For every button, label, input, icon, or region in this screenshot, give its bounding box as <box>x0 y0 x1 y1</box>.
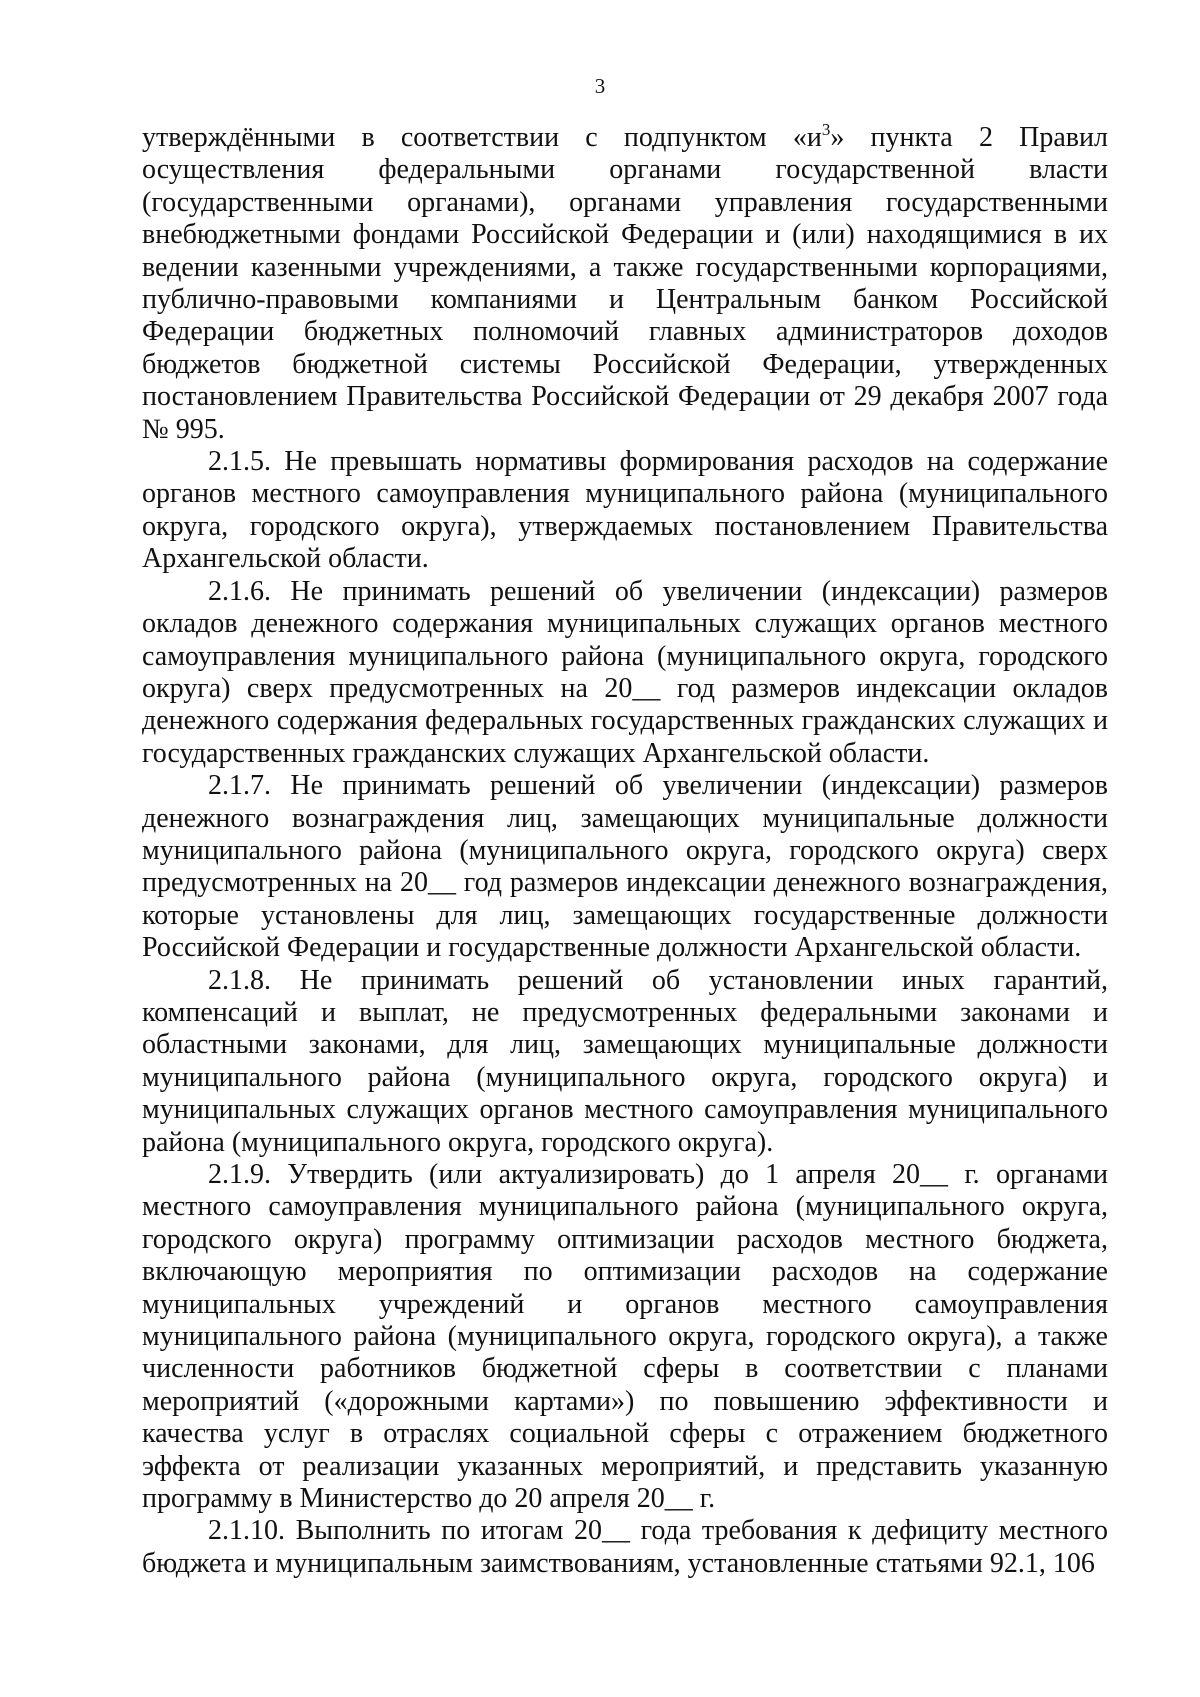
paragraph-text: » пункта 2 Правил осуществления федеральными органами государственной власти (государственными органами), органами управления государственными внебюджетными фондами Российской Федерации и (или) находящимися в их ведении казенными учреждениями, а также государственными корпорациями, публично-правовыми компаниями и Центральным банком Российской Федерации бюджетных полномочий главных администраторов доходов бюджетов бюджетной системы Российской Федерации, утвержденных постановлением Правительства Российской Федерации от 29 декабря 2007 года № 995. <box>142 122 1108 445</box>
paragraph-2-1-9: 2.1.9. Утвердить (или актуализировать) до 1 апреля 20__ г. органами местного самоуправления муниципального района (муниципального округа, городского округа) программу оптимизации расходов местного бюджета, включающую мероприятия по оптимизации расходов на содержание муниципальных учреждений и органов местного самоуправления муниципального района (муниципального округа, городского округа), а также численности работников бюджетной сферы в соответствии с планами мероприятий («дорожными картами») по повышению эффективности и качества услуг в отраслях социальной сферы с отражением бюджетного эффекта от реализации указанных мероприятий, и представить указанную программу в Министерство до 20 апреля 20__ г. <box>142 1159 1108 1515</box>
paragraph-2-1-10: 2.1.10. Выполнить по итогам 20__ года требования к дефициту местного бюджета и муниципальным заимствованиям, установленные статьями 92.1, 106 <box>142 1515 1108 1579</box>
paragraph-2-1-7: 2.1.7. Не принимать решений об увеличении (индексации) размеров денежного вознаграждения лиц, замещающих муниципальные должности муниципального района (муниципального округа, городского округа) сверх предусмотренных на 20__ год размеров индексации денежного вознаграждения, которые установлены для лиц, замещающих государственные должности Российской Федерации и государственные должности Архангельской области. <box>142 770 1108 964</box>
document-body <box>142 122 1108 1580</box>
superscript: 3 <box>821 120 831 139</box>
paragraph-text: утверждёнными в соответствии с подпунктом «и <box>142 122 822 153</box>
page-number: 3 <box>594 74 606 98</box>
paragraph-2-1-5: 2.1.5. Не превышать нормативы формирования расходов на содержание органов местного самоуправления муниципального района (муниципального округа, городского округа), утверждаемых постановлением Правительства Архангельской области. <box>142 446 1108 575</box>
paragraph-2-1-6: 2.1.6. Не принимать решений об увеличении (индексации) размеров окладов денежного содержания муниципальных служащих органов местного самоуправления муниципального района (муниципального округа, городского округа) сверх предусмотренных на 20__ год размеров индексации окладов денежного содержания федеральных государственных гражданских служащих и государственных гражданских служащих Архангельской области. <box>142 575 1108 769</box>
paragraph-continuation <box>142 122 1108 446</box>
paragraph-2-1-8: 2.1.8. Не принимать решений об установлении иных гарантий, компенсаций и выплат, не предусмотренных федеральными законами и областными законами, для лиц, замещающих муниципальные должности муниципального района (муниципального округа, городского округа) и муниципальных служащих органов местного самоуправления муниципального района (муниципального округа, городского округа). <box>142 964 1108 1158</box>
